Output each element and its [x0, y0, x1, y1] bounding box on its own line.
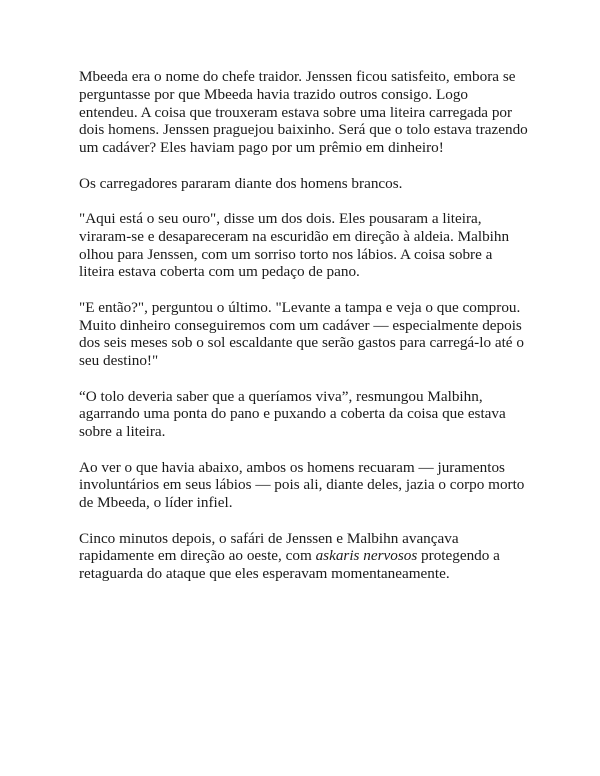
paragraph-7-end: protegendo a retaguarda do ataque que eles esperavam momentaneamente. — [79, 547, 500, 583]
italic-phrase: askaris nervosos — [315, 547, 418, 565]
paragraph-2: Os carregadores pararam diante dos homens brancos. — [79, 174, 403, 192]
paragraph-7-start: Cinco minutos depois, o safári de Jenssen e Malbihn avançava rapidamente em direção ao oeste, com — [79, 529, 459, 565]
document-page — [79, 68, 529, 600]
paragraph-5: “O tolo deveria saber que a queríamos viva”, resmungou Malbihn, agarrando uma ponta do pano e puxando a coberta da coisa que estava sobre a liteira. — [79, 387, 506, 441]
paragraph-1: Mbeeda era o nome do chefe traidor. Jenssen ficou satisfeito, embora se perguntasse por que Mbeeda havia trazido outros consigo. Logo entendeu. A coisa que trouxeram estava sobre uma liteira carregada por dois homens. Jenssen praguejou baixinho. Será que o tolo estava trazendo um cadáver? Eles haviam pago por um prêmio em dinheiro! — [79, 68, 528, 157]
paragraph-4: "E então?", perguntou o último. "Levante a tampa e veja o que comprou. Muito dinheiro conseguiremos com um cadáver — especialmente depois dos seis meses sob o sol escaldante que serão gastos para carregá-lo até o seu destino!" — [79, 298, 524, 370]
paragraph-3: "Aqui está o seu ouro", disse um dos dois. Eles pousaram a liteira, viraram-se e desapareceram na escuridão em direção à aldeia. Malbihn olhou para Jenssen, com um sorriso torto nos lábios. A coisa sobre a liteira estava coberta com um pedaço de pano. — [79, 209, 510, 281]
paragraph-7 — [79, 530, 529, 583]
paragraph-6: Ao ver o que havia abaixo, ambos os homens recuaram — juramentos involuntários em seus lábios — pois ali, diante deles, jazia o corpo morto de Mbeeda, o líder infiel. — [79, 458, 525, 512]
